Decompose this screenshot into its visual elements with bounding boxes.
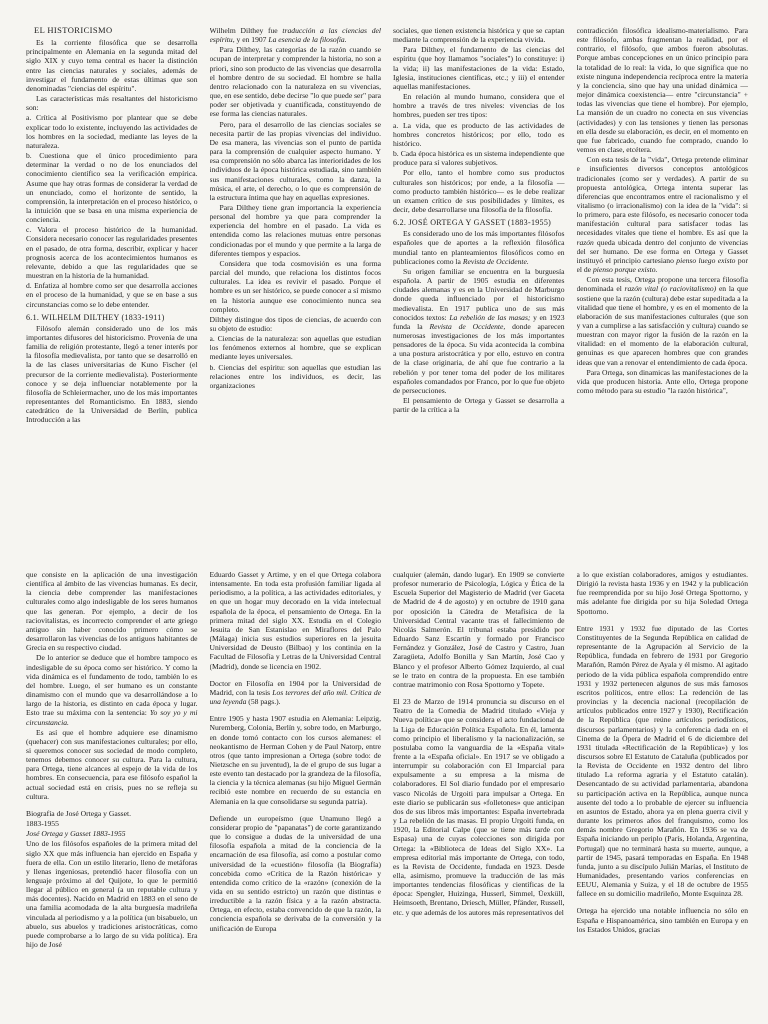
paragraph	[577, 155, 749, 274]
section-title: EL HISTORICISMO	[34, 26, 113, 35]
text-run: queda ubicada dentro del conjunto de vivencias del ser humano. De ese forma en Ortega y Gasset instituyó el principio cartesiano	[576, 237, 748, 265]
list-item: c. Valora el proceso histórico de la humanidad. Considera necesario conocer las regularidades presentes en el pasado, de otra forma, describir, explicar y hacer prognosis acerca de los acontecimientos humanos es relevante, debido a que las regularidades que se muestran en la historia de la humanidad.	[26, 225, 198, 281]
book-title: La rebelión de las masas;	[449, 312, 531, 322]
paragraph: Eduardo Gasset y Artime, y en el que Ortega colabora intensamente. En toda esta profusión familiar ligada al periodismo, a la política, a las actividades editoriales, y en que un hogar muy decorado en la vida intelectual española de la época, el pensamiento de Ortega. En la primera mitad del siglo XX. Estudia en el Colegio Jesuita de San Estanislao en Miraflores del Palo (Málaga) inicia sus estudios superiores en la jesuita Universidad de Deusto (Bilbao) y los continúa en la Facultad de Filosofía y Letras de la Universidad Central (Madrid), donde se licencia en 1902.	[209, 570, 381, 671]
paragraph: Es la corriente filosófica que se desarrolla principalmente en Alemania en la segunda mitad del siglo XIX y cuyo tema central es hacer la distinción entre las ciencias naturales y sociales, además de investigar el fundamento de estas últimas que son denominadas "ciencias del espíritu".	[26, 38, 198, 93]
text-run: Con esta tesis de la "vida", Ortega pretende eliminar e insuficientes diversos conceptos antológicos tradicionales (como ser y verdades). A partir de su propuesta antológica, Ortega intenta superar las diferencias que encontramos entre el racionalismo y el vitalismo (o irracionalismo) con la idea de la "vida": si lo primero, para este filósofo, es necesario conocer toda manifestación cultural para satisfacer todas las necesidades vitales que tiene el hombre. Es así que la	[576, 155, 748, 238]
bottom-column-4	[577, 570, 749, 1018]
caption: 1883-1955	[26, 819, 59, 829]
paragraph: Para Dilthey, el fundamento de las ciencias del espíritu (que hoy llamamos "sociales") lo constituye: i) la vida; ii) las manifestaciones de la vida: Estado, Iglesia, instituciones científicas, etc.; y iii) el entender aquellas manifestaciones.	[393, 45, 565, 91]
emphasis: razón vital (o raciovitalismo)	[624, 284, 717, 294]
bottom-page-spread	[26, 570, 748, 1018]
paragraph: Entre 1905 y hasta 1907 estudia en Alemania: Leipzig, Nuremberg, Colonia, Berlín y, sobre todo, en Marburgo, en donde tomó contacto con los cursos alemanes: el neokantismo de Herman Cohen y de Paul Natorp, entre otros (que tanto impresionan a Ortega (sobre todo: de Nietzsche en su juventud), la de el grupo de sus lugar a este evento tan destacado por la grandeza de la filosofía, la ciencia y la técnica alemanas (su hijo Miguel Germán recibió este nombre en recuerdo de su estancia en Alemania en la que consolidarse su segunda patria).	[209, 714, 381, 806]
list-item: d. Enfatiza al hombre como ser que desarrolla acciones en el proceso de la humanidad, y que se en base a sus circunstancias como se lo debe entender.	[26, 281, 198, 309]
top-page-spread	[26, 26, 748, 554]
book-title: La esencia de la filosofía.	[268, 35, 347, 45]
list-item: b. Cada época histórica es un sistema independiente que produce para sí valores subjetivos.	[393, 149, 565, 168]
text-run: De lo anterior se deduce que el hombre tampoco es indesligable de su época como ser histórico. Y como la vida dinámica es el fundamento de todo, también lo es del hombre. Luego, el ser humano es un constante dinamismo con el mundo que va desarrollándose a lo largo de la historia, es distinto en cada época y lugar. Esto trae su máxima con la sentencia:	[26, 653, 198, 718]
text-run: Con esta tesis, Ortega propone una tercera filosofía denominada el	[576, 275, 748, 294]
paragraph: Filósofo alemán considerado uno de los más importantes difusores del historicismo. Provenía de una familia de religión protestante, llegó a tener interés por la filosofía medievalista, por tanto que se desarrolló en la de las clases universitarias de Kuno Fischer (el precursor de la corriente medievalista). Posteriormente conoce y se deja influenciar notablemente por la filosofía de Schleiermacher, uno de los más importantes representantes del Romanticismo. En 1883, siendo catedrático de la Universidad de Berlín, publica Introducción a las	[26, 323, 198, 425]
top-column-4	[577, 26, 749, 554]
subsection-heading: 6.1. WILHELM DILTHEY (1833-1911)	[26, 312, 165, 322]
text-run: por el de	[576, 255, 748, 275]
book-title: traducción a las ciencias del espíritu	[209, 26, 381, 45]
emphasis: razón	[576, 237, 594, 247]
paragraph	[393, 267, 565, 395]
paragraph: Entre 1931 y 1932 fue diputado de las Cortes Constituyentes de la Segunda República en calidad de representante de la Agrupación al Servicio de la República, fundada en febrero de 1931 por Gregorio Marañón, Ramón Pérez de Ayala y él mismo. Al agitado periodo de la vida pública española comprendido entre 1931 y 1932 pertenecen algunos de sus más famosos escritos políticos, entre ellos: La redención de las provincias y la decencia nacional (recopilación de artículos publicados entre 1927 y 1930), Rectificación de la República (que reúne artículos periodísticos, discursos parlamentarios) y la conferencia dada en el Cinema de la Ópera de Madrid el 6 de diciembre del 1931 titulada «Rectificación de la República») y los discursos sobre El Estatuto de Cataluña (publicados por la Revista de Occidente en 1932 dentro del libro titulado La reforma agraria y el Estatuto catalán). Desencantado de su actividad parlamentaria, abandona su participación activa en la República, aunque nunca ausente del todo a lo probable de ejercer su influencia en asuntos de Estado, ahora ya en plena guerra civil y durante los primeros años del franquismo, como los demás nombre Gregorio Marañón. En 1936 se va de España iniciando un periplo (París, Holanda, Argentina, Portugal) que no terminará hasta su muerte, aunque, a partir de 1945, pasará temporadas en España. En 1948 funda, junto a su discípulo Julián Marías, el Instituto de Humanidades, presentando varios conferencias en EEUU, Alemania y Suiza, y el 18 de octubre de 1955 fallece en su domicilio madrileño, Monte Esquinza 28.	[576, 623, 748, 899]
journal-title: Revista de Occidente,	[429, 321, 506, 331]
paragraph: Defiende un europeísmo (que Unamuno llegó a considerar propio de "papanatas") de corte garantizando que lo consigue a dudas de la universidad de una filosofía española a mitad de la conciencia de la encarnación de esa filosofía, así como a postular como universidad de la «cuestión» filosofía (la Biografía) concebida como «Crítica de la Razón histórica» y entendida como crítico de la «razón» (conexión de la vida en su sentido estricto) un razón que distintas e irreductible a la razón física y a la razón abstracta. Ortega, en efecto, estaba convencido de que la razón, la conciencia española se derivaba de la conversión y la unificación de Europa	[209, 813, 381, 933]
paragraph	[210, 26, 382, 44]
paragraph: Uno de los filósofos españoles de la primera mitad del siglo XX que más influencia han ejercido en España y fuera de ella. Con un estilo literario, lleno de metáforas y llenas ingeniosas, pretendió hacer filosofía con un lenguaje próximo al del Quijote, lo que le permitió llegar al público en general (a un reputable cultura y más docentes). Nacido en Madrid en 1883 en el seno de una familia acomodada de la alta burguesía madrileña vinculada al periodismo y a la política (un bisabuelo, un abuelo, sus abuelos y tradiciones aristocráticas, como puede comprobarse a lo largo de su vida política). Era hijo de José	[26, 839, 198, 950]
spacer	[210, 707, 382, 714]
caption: José Ortega y Gasset 1883-1955	[26, 829, 126, 839]
list-item: b. Cuestiona que el único procedimiento para determinar la verdad o no de los enunciados del conocimiento científico sea la verificación empírica. Asume que hay otras formas de considerar la verdad de un enunciado, como el horizonte de sentido, la comprensión, la interpretación en el proceso histórico, o la intuición que se basa en una misma experiencia de conciencia.	[26, 151, 198, 225]
paragraph: cualquier (alemán, dando lugar). En 1909 se convierte profesor numerario de Psicología, Lógica y Ética de la Escuela Superior del Magisterio de Madrid (ver Gaceta de Madrid de 4 de agosto) y en octubre de 1910 gana por oposición la Cátedra de Metafísica de la Universidad Central vacante tras el fallecimiento de Nicolás Salmerón. El tribunal estaba presidido por Eduardo Sanz Escartín y formado por Francisco Fernández y González, José de Castro y Castro, Juan Zaragüeta, Adolfo Bonilla y San Martín, José Cao y Blanco y el profesor Alberto Gómez Izquierdo, al cual se le trato en contra de la propuesta. En ese también contrae matrimonio con Rosa Spottorno y Topete.	[393, 570, 565, 689]
paragraph: Dilthey distingue dos tipos de ciencias, de acuerdo con su objeto de estudio:	[209, 314, 381, 333]
paragraph	[393, 229, 565, 266]
caption: Biografía de José Ortega y Gasset.	[26, 808, 132, 818]
bottom-column-1	[26, 570, 198, 1018]
spacer	[26, 802, 198, 809]
paragraph: En relación al mundo humano, considera que el hombre a través de tres niveles: vivencias de los hombres, pueden ser tres tipos:	[393, 92, 565, 120]
spacer	[210, 807, 382, 814]
paragraph: Ortega ha ejercido una notable influencia no sólo en España e Hispanoamérica, sino también en Europa y en los Estados Unidos, gracias	[576, 906, 748, 934]
quote: Yo soy yo y mi circunstancia.	[26, 708, 198, 727]
paragraph: que consiste en la aplicación de una investigación científica al ámbito de las vivencias humanas. Es decir, la ciencia debe comprender las manifestaciones culturales como algo indesligable de los seres humanos que las generan. Por ejemplo, a decir de los raciovitalistas, es incorrecto comprender el arte griego antiguo sin haber conocido primero cómo se desarrollaron las vivencias de los antiguos habitantes de Grecia en su respectivo ciudad.	[26, 570, 198, 653]
spacer	[393, 690, 565, 697]
journal-title: Revista de Occidente.	[462, 256, 529, 266]
paragraph: Considera que toda cosmovisión es una forma parcial del mundo, que relaciona los distintos focos culturales. La idea es revivir el pasado. Porque el hombre es un ser histórico, se puede conocer a sí mismo en la historia aunque ese conocimiento nunca sea completo.	[209, 258, 381, 314]
text-run: (58 pags.).	[246, 697, 281, 707]
spacer	[577, 617, 749, 624]
top-column-3	[393, 26, 565, 554]
top-column-2	[210, 26, 382, 554]
paragraph: Para Dilthey, las categorías de la razón cuando se ocupan de interpretar y comprender la historia, no son a priori, sino son producto de las vivencias que desarrolla el hombre dentro de su sociedad. El hombre se halla dentro relacionado con la naturaleza en su vivencias, que, en ese sentido, debe decirse "lo que puede ser" para poder ser objetivada y cuantificada, constituyendo de ese forma las ciencias naturales.	[209, 45, 381, 119]
paragraph: a lo que existían colaboradores, amigos y estudiantes. Dirigió la revista hasta 1936 y en 1942 y la publicación fue reemprendida por su hijo José Ortega Spottorno, y más adelante fue dirigida por su hija Soledad Ortega Spottorno.	[576, 570, 748, 616]
bottom-column-2	[210, 570, 382, 1018]
text-run: Doctor en Filosofía en 1904 por la Universidad de Madrid, con la tesis	[209, 678, 381, 697]
paragraph: Por ello, tanto el hombre como sus productos culturales son históricos; por ende, a la filosofía —como producto también histórico— es le debe realizar un examen crítico de sus posibilidades y límites, es decir, debe desarrollarse una filosofía de la filosofía.	[393, 168, 565, 214]
text-run: Su origen familiar se encuentra en la burguesía española. A partir de 1905 estudia en diferentes ciudades alemanas y es en la Universidad de Marburgo donde queda influenciado por el historicismo medievalista. En 1917 publica uno de sus más conocidos textos:	[393, 266, 565, 322]
text-run: en la que sostiene que la razón (cultura) debe estar supeditada a la vitalidad que tiene el hombre, y es en el momento de la elaboración de sus manifestaciones culturales (que son y van a cumplirse a las satisfacción y cultura) cuando se muestran con mayor rigor la fusión de la razón en la vitalidad: en el momento de la elaboración cultural, genuinas es que aparecen hombres que con grandes ideas que van a renovar el entendimiento de cada época.	[576, 284, 748, 367]
paragraph: El 23 de Marzo de 1914 pronuncia su discurso en el Teatro de la Comedia de Madrid titulado «Vieja y Nueva política» que se considera el acto fundacional de la Liga de Educación Política Española. En él, lamenta como principio el liberalismo y la nacionalización, se postulaba como la vanguardia de la «España vital» frente a la «España oficial». En 1917 se ve obligado a interrumpir su colaboración con El Imparcial para expulsamente a su empresa a la misma de colaboradores. El Sol diario fundado por el empresario vasco Nicolás de Urgoiti para impulsar a Ortega. En este diario se publicarán sus «folletones» que anticipan dos de sus libros más importantes: España invertebrada y La rebelión de las masas. El propio Urgoiti funda, en 1920, la Editorial Calpe (que se tiene más tarde con Espasa) una de cuyas colecciones son dirigida por Ortega: la «Biblioteca de Ideas del Siglo XX». La empresa editorial más importante de Ortega, con todo, es la Revista de Occidente, fundada en 1923. Desde ella, asimismo, promueve la traducción de las más importantes tendencias filosóficas y científicas de la época: Spengler, Huizinga, Husserl, Simmel, Üexküll, Heimsoeth, Brentano, Driesch, Müller, Pfänder, Russell, etc. y que además de los autores más representativos del	[393, 697, 565, 917]
text-run: donde aparecen numerosas investigaciones de los más importantes pensadores de la época. Su vida acontecida la combina a una postura aristocrática y por ello, estuvo en contra de la clase originaria, de ahí que fue contrario a la rebelión y por tener toma del poder de los militares españoles comandados por Franco, por lo que fue objeto de persecuciones.	[393, 321, 565, 395]
text-run: , y en 1907	[232, 35, 269, 45]
bottom-column-3	[393, 570, 565, 1018]
spacer	[577, 899, 749, 906]
paragraph: Para Dilthey tiene gran importancia la experiencia personal del hombre ya que para comprender la experiencia del hombre en el pasado. La vida es entendida como las relaciones mutuas entre personas condicionadas por el mundo y que permite a la larga de diferentes tiempos y espacios.	[209, 202, 381, 258]
paragraph	[577, 275, 749, 367]
list-item: a. Ciencias de la naturaleza: son aquellas que estudian los fenómenos externos al hombre, que se explican mediante leyes universales.	[209, 334, 381, 362]
paragraph: Pero, para el desarrollo de las ciencias sociales se necesita partir de las propias vivencias del individuo. De esa manera, las vivencias son el punto de partida para la comprensión de cualquier aspecto humano. Y esa comprensión no sólo abarca las interioridades de los individuos de la época histórica estudiada, sino también sus manifestaciones culturales, como la danza, la música, el arte, el derecho, o lo que es comprensión de la estructura íntima que hay en aquellas expresiones.	[209, 119, 381, 202]
paragraph: El pensamiento de Ortega y Gasset se desarrolla a partir de la crítica a la	[393, 396, 565, 415]
paragraph	[210, 679, 382, 706]
list-item: a. Crítica al Positivismo por plantear que se debe explicar todo lo existente, incluyendo las actividades de los hombres en la sociedad, mediante las leyes de la naturaleza.	[26, 113, 198, 150]
paragraph: sociales, que tienen existencia histórica y que se captan mediante la comprensión de la experiencia vivida.	[393, 26, 565, 45]
paragraph	[26, 653, 198, 726]
thesis-title: Los terrores del año mil. Crítica de una leyenda	[209, 687, 381, 707]
text-run: Wilhelm Dilthey fue	[209, 26, 283, 35]
subsection-heading: 6.2. JOSÉ ORTEGA Y GASSET (1883-1955)	[393, 218, 552, 228]
paragraph: Las características más resaltantes del historicismo son:	[26, 94, 198, 113]
top-column-1	[26, 26, 198, 554]
list-item: b. Ciencias del espíritu: son aquellas que estudian las relaciones entre los individuos, es decir, las organizaciones	[209, 362, 381, 390]
list-item: a. La vida, que es producto de las actividades de hombres concretos históricos; por ello, todo es histórico.	[393, 120, 565, 148]
spacer	[210, 672, 382, 679]
text-run: y en 1923 funda la	[393, 312, 565, 331]
paragraph: Es así que el hombre adquiere ese dinamismo (quehacer) con sus manifestaciones culturales; por ello, si queremos conocer sus sociedad de modo completo, tenemos debemos conocer su cultura. Para la cultura, para Ortega, tiene alcances al espejo de la vida de los hombres. En consecuencia, para ese filósofo español la actual sociedad está en crisis, pues no se refleja su cultura.	[26, 727, 198, 801]
emphasis: pienso luego existo	[676, 255, 736, 265]
emphasis: pienso porque existo.	[592, 265, 658, 275]
paragraph: Para Ortega, son dinamicas las manifestaciones de la vida que producen historia. Ante ello, Ortega propone como método para su estudio "la razón histórica",	[576, 367, 748, 396]
text-run: Es considerado uno de los más importantes filósofos españoles que de aportes a la reflexión filosófica mundial tanto en planteamientos filosóficos como en publicaciones como la	[393, 229, 565, 266]
paragraph: contradicción filosófica idealismo-materialismo. Para este filósofo, ambas fragmentan la realidad, por el contrario, el filósofo, que ambos fueron absolutas. Porque ambas concepciones en un único principio para la totalidad de lo real: la vida, lo que significa que no existe ninguna independencia recíproca entre la materia y la conciencia, sino que hay una unidad dinámica —mejor dinámica coexistencia— entre "circunstancia" + todas las vivencias que tiene el hombre). Por ejemplo, La mansión de un cuadro no conecta en sus vivencias (actividades) y con las tensiones y tienen las personas en ella desde su elaboración, es decir, en el momento en que fue fabricado, cuando fue comprado, cuando lo vemos en clase, etcétera.	[576, 26, 748, 155]
